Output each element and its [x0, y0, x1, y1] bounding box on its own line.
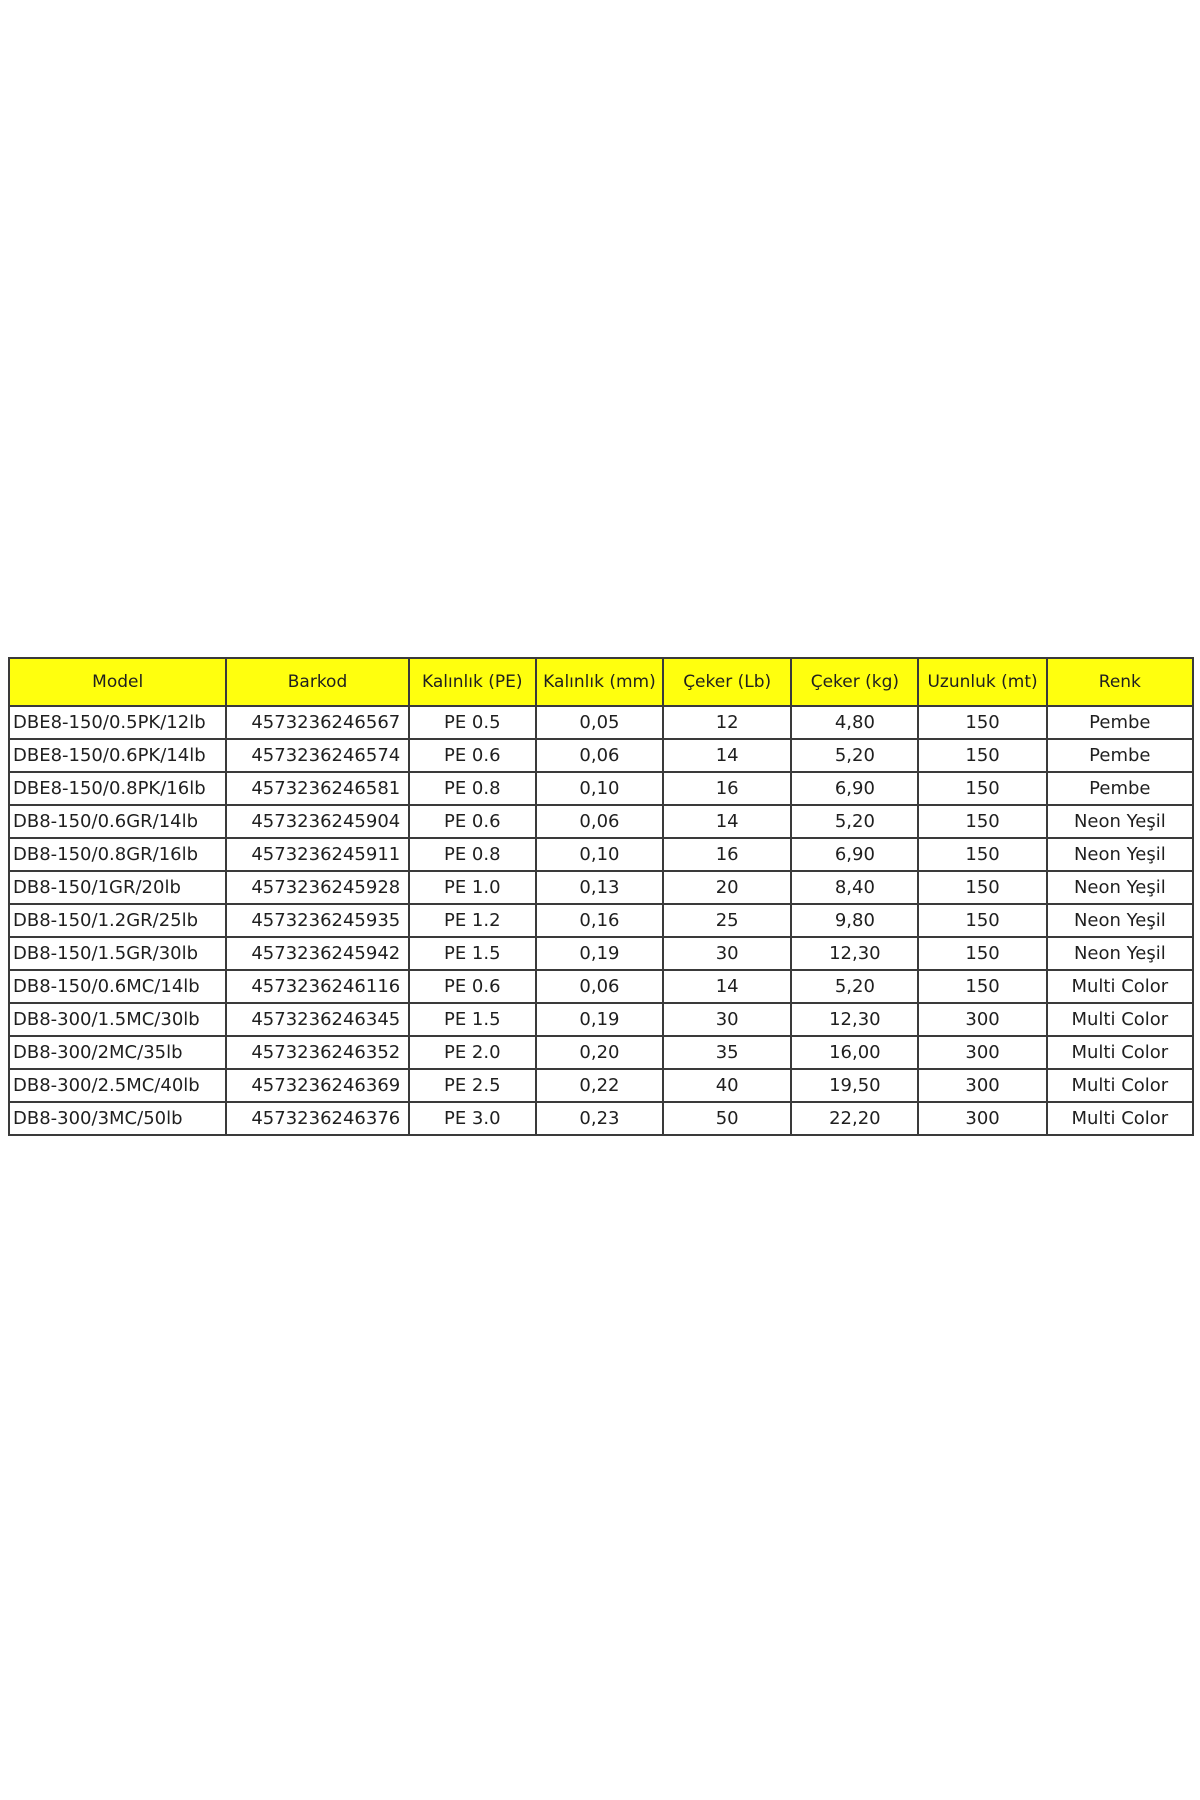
cell-kalinlik-pe: PE 3.0 — [409, 1102, 536, 1135]
cell-kalinlik-pe: PE 0.6 — [409, 739, 536, 772]
cell-kalinlik-mm: 0,22 — [536, 1069, 663, 1102]
table-row — [9, 1102, 1193, 1135]
cell-ceker-kg: 6,90 — [791, 838, 918, 871]
cell-kalinlik-pe: PE 0.8 — [409, 838, 536, 871]
cell-renk: Pembe — [1047, 706, 1193, 739]
cell-ceker-lb: 12 — [663, 706, 791, 739]
cell-model: DBE8-150/0.8PK/16lb — [9, 772, 226, 805]
cell-barkod: 4573236245911 — [226, 838, 408, 871]
cell-barkod: 4573236245928 — [226, 871, 408, 904]
cell-ceker-lb: 16 — [663, 772, 791, 805]
cell-ceker-lb: 40 — [663, 1069, 791, 1102]
table-row — [9, 1069, 1193, 1102]
cell-ceker-kg: 12,30 — [791, 937, 918, 970]
cell-renk: Pembe — [1047, 739, 1193, 772]
cell-kalinlik-pe: PE 0.8 — [409, 772, 536, 805]
cell-model: DB8-300/3MC/50lb — [9, 1102, 226, 1135]
cell-renk: Neon Yeşil — [1047, 838, 1193, 871]
cell-ceker-kg: 5,20 — [791, 805, 918, 838]
table-row — [9, 970, 1193, 1003]
header-model: Model — [9, 658, 226, 706]
table-row — [9, 838, 1193, 871]
cell-uzunluk: 150 — [918, 871, 1046, 904]
cell-uzunluk: 300 — [918, 1069, 1046, 1102]
cell-renk: Neon Yeşil — [1047, 937, 1193, 970]
cell-model: DB8-150/0.6GR/14lb — [9, 805, 226, 838]
cell-kalinlik-mm: 0,06 — [536, 739, 663, 772]
cell-ceker-lb: 30 — [663, 1003, 791, 1036]
cell-renk: Multi Color — [1047, 1102, 1193, 1135]
table-row — [9, 772, 1193, 805]
cell-kalinlik-pe: PE 2.5 — [409, 1069, 536, 1102]
cell-barkod: 4573236246567 — [226, 706, 408, 739]
cell-model: DB8-300/1.5MC/30lb — [9, 1003, 226, 1036]
cell-renk: Multi Color — [1047, 1003, 1193, 1036]
cell-ceker-kg: 5,20 — [791, 970, 918, 1003]
table-row — [9, 1036, 1193, 1069]
cell-uzunluk: 300 — [918, 1102, 1046, 1135]
header-ceker-lb: Çeker (Lb) — [663, 658, 791, 706]
cell-barkod: 4573236246376 — [226, 1102, 408, 1135]
spec-table — [8, 657, 1194, 1136]
cell-ceker-lb: 14 — [663, 805, 791, 838]
cell-kalinlik-pe: PE 1.5 — [409, 1003, 536, 1036]
cell-ceker-lb: 30 — [663, 937, 791, 970]
cell-kalinlik-mm: 0,13 — [536, 871, 663, 904]
cell-renk: Multi Color — [1047, 1036, 1193, 1069]
cell-uzunluk: 150 — [918, 805, 1046, 838]
cell-kalinlik-mm: 0,10 — [536, 772, 663, 805]
header-kalinlik-mm: Kalınlık (mm) — [536, 658, 663, 706]
header-renk: Renk — [1047, 658, 1193, 706]
cell-ceker-lb: 25 — [663, 904, 791, 937]
cell-ceker-lb: 14 — [663, 739, 791, 772]
cell-uzunluk: 150 — [918, 772, 1046, 805]
cell-uzunluk: 300 — [918, 1036, 1046, 1069]
table-row — [9, 1003, 1193, 1036]
cell-ceker-kg: 6,90 — [791, 772, 918, 805]
cell-uzunluk: 150 — [918, 706, 1046, 739]
table-row — [9, 739, 1193, 772]
cell-model: DB8-300/2.5MC/40lb — [9, 1069, 226, 1102]
cell-uzunluk: 150 — [918, 937, 1046, 970]
cell-ceker-kg: 8,40 — [791, 871, 918, 904]
cell-ceker-lb: 20 — [663, 871, 791, 904]
cell-renk: Neon Yeşil — [1047, 904, 1193, 937]
header-barkod: Barkod — [226, 658, 408, 706]
cell-ceker-kg: 5,20 — [791, 739, 918, 772]
cell-uzunluk: 300 — [918, 1003, 1046, 1036]
cell-renk: Multi Color — [1047, 1069, 1193, 1102]
cell-kalinlik-pe: PE 0.6 — [409, 970, 536, 1003]
cell-uzunluk: 150 — [918, 904, 1046, 937]
cell-ceker-kg: 4,80 — [791, 706, 918, 739]
cell-kalinlik-mm: 0,05 — [536, 706, 663, 739]
cell-kalinlik-mm: 0,20 — [536, 1036, 663, 1069]
table-row — [9, 706, 1193, 739]
cell-barkod: 4573236246574 — [226, 739, 408, 772]
cell-kalinlik-mm: 0,16 — [536, 904, 663, 937]
cell-renk: Pembe — [1047, 772, 1193, 805]
header-uzunluk: Uzunluk (mt) — [918, 658, 1046, 706]
header-kalinlik-pe: Kalınlık (PE) — [409, 658, 536, 706]
cell-uzunluk: 150 — [918, 838, 1046, 871]
cell-ceker-lb: 16 — [663, 838, 791, 871]
header-ceker-kg: Çeker (kg) — [791, 658, 918, 706]
cell-barkod: 4573236245935 — [226, 904, 408, 937]
cell-kalinlik-pe: PE 0.6 — [409, 805, 536, 838]
cell-uzunluk: 150 — [918, 739, 1046, 772]
cell-ceker-kg: 19,50 — [791, 1069, 918, 1102]
cell-model: DBE8-150/0.5PK/12lb — [9, 706, 226, 739]
cell-kalinlik-mm: 0,06 — [536, 805, 663, 838]
cell-kalinlik-mm: 0,23 — [536, 1102, 663, 1135]
table-header-row — [9, 658, 1193, 706]
cell-kalinlik-pe: PE 2.0 — [409, 1036, 536, 1069]
cell-model: DB8-150/1.2GR/25lb — [9, 904, 226, 937]
cell-ceker-lb: 35 — [663, 1036, 791, 1069]
cell-barkod: 4573236246345 — [226, 1003, 408, 1036]
spec-table-container — [8, 657, 1194, 1136]
cell-model: DB8-150/0.8GR/16lb — [9, 838, 226, 871]
cell-uzunluk: 150 — [918, 970, 1046, 1003]
cell-ceker-kg: 22,20 — [791, 1102, 918, 1135]
cell-model: DB8-150/1.5GR/30lb — [9, 937, 226, 970]
cell-kalinlik-pe: PE 1.5 — [409, 937, 536, 970]
cell-renk: Multi Color — [1047, 970, 1193, 1003]
cell-kalinlik-pe: PE 1.2 — [409, 904, 536, 937]
cell-ceker-lb: 14 — [663, 970, 791, 1003]
cell-barkod: 4573236246352 — [226, 1036, 408, 1069]
cell-model: DBE8-150/0.6PK/14lb — [9, 739, 226, 772]
table-row — [9, 904, 1193, 937]
cell-model: DB8-150/1GR/20lb — [9, 871, 226, 904]
cell-kalinlik-pe: PE 0.5 — [409, 706, 536, 739]
cell-barkod: 4573236246116 — [226, 970, 408, 1003]
cell-barkod: 4573236245904 — [226, 805, 408, 838]
cell-model: DB8-150/0.6MC/14lb — [9, 970, 226, 1003]
cell-barkod: 4573236246581 — [226, 772, 408, 805]
cell-kalinlik-mm: 0,06 — [536, 970, 663, 1003]
cell-ceker-lb: 50 — [663, 1102, 791, 1135]
cell-kalinlik-mm: 0,19 — [536, 1003, 663, 1036]
cell-ceker-kg: 12,30 — [791, 1003, 918, 1036]
cell-renk: Neon Yeşil — [1047, 805, 1193, 838]
cell-kalinlik-pe: PE 1.0 — [409, 871, 536, 904]
cell-renk: Neon Yeşil — [1047, 871, 1193, 904]
cell-ceker-kg: 9,80 — [791, 904, 918, 937]
cell-kalinlik-mm: 0,10 — [536, 838, 663, 871]
cell-ceker-kg: 16,00 — [791, 1036, 918, 1069]
table-row — [9, 805, 1193, 838]
table-row — [9, 871, 1193, 904]
cell-barkod: 4573236245942 — [226, 937, 408, 970]
table-row — [9, 937, 1193, 970]
cell-model: DB8-300/2MC/35lb — [9, 1036, 226, 1069]
cell-barkod: 4573236246369 — [226, 1069, 408, 1102]
cell-kalinlik-mm: 0,19 — [536, 937, 663, 970]
